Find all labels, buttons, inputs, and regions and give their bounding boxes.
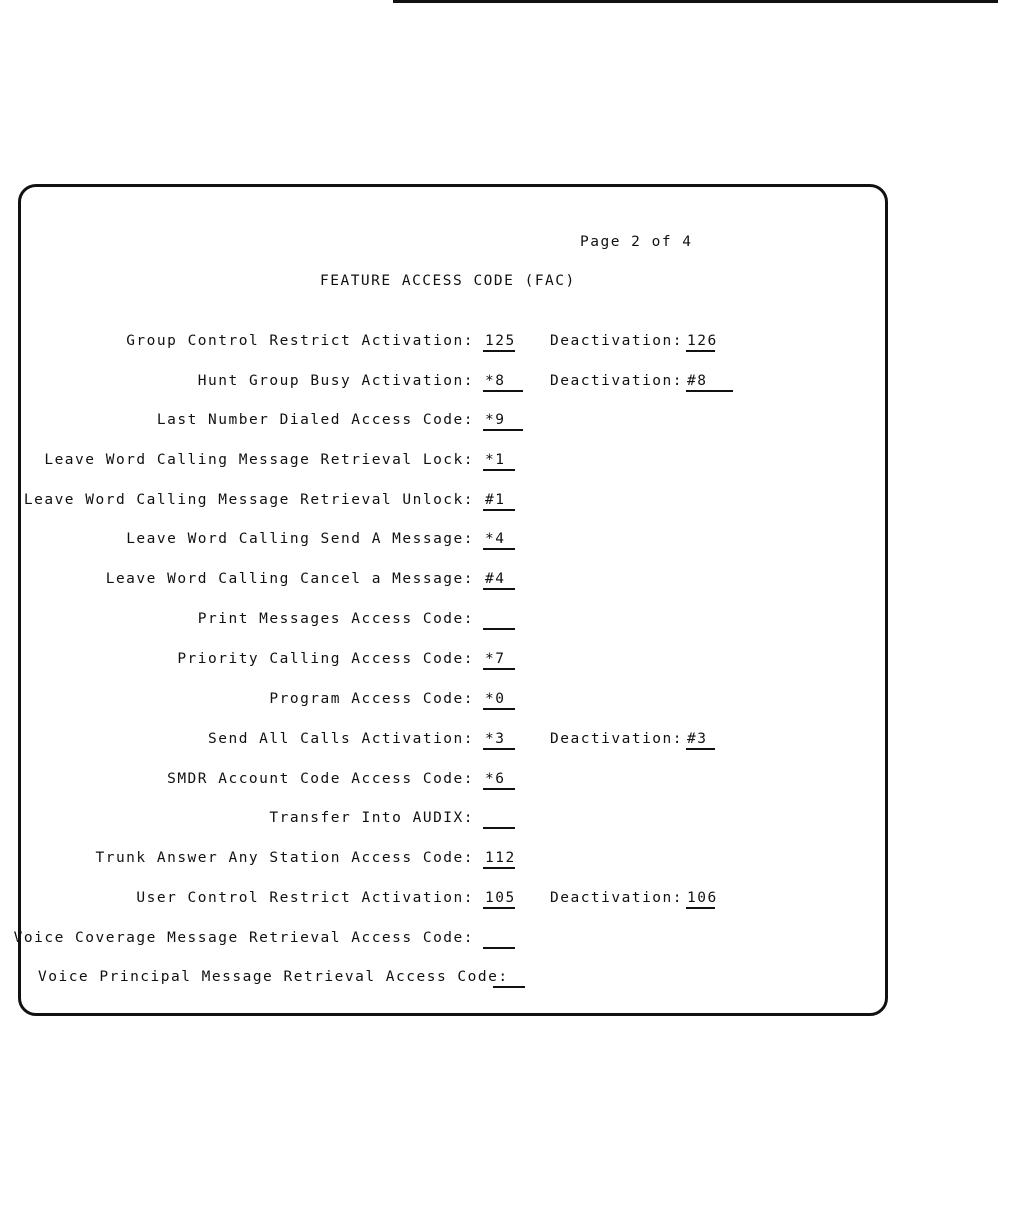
page-indicator: Page 2 of 4	[580, 234, 693, 250]
label-priority-calling-access-code: Priority Calling Access Code:	[177, 651, 474, 667]
label-transfer-into-audix: Transfer Into AUDIX:	[269, 810, 474, 826]
field-lwc-retrieval-unlock[interactable]: #1	[483, 491, 515, 511]
label-lwc-cancel-a-message: Leave Word Calling Cancel a Message:	[105, 571, 474, 587]
label-send-all-calls-deactivation: Deactivation:	[550, 731, 683, 747]
top-rule	[393, 0, 998, 3]
field-voice-coverage-message-retrieval-access-code[interactable]	[483, 929, 515, 949]
field-voice-principal-message-retrieval-access-code[interactable]	[493, 968, 525, 988]
field-send-all-calls-deactivation[interactable]: #3	[686, 730, 715, 750]
field-trunk-answer-any-station-access-code[interactable]: 112	[483, 849, 515, 869]
label-lwc-retrieval-unlock: Leave Word Calling Message Retrieval Unlock:	[23, 492, 474, 508]
label-send-all-calls-activation: Send All Calls Activation:	[208, 731, 474, 747]
label-lwc-retrieval-lock: Leave Word Calling Message Retrieval Lock:	[44, 452, 474, 468]
field-transfer-into-audix[interactable]	[483, 809, 515, 829]
label-program-access-code: Program Access Code:	[269, 691, 474, 707]
field-last-number-dialed-access-code[interactable]: *9	[483, 411, 523, 431]
field-smdr-account-code-access-code[interactable]: *6	[483, 770, 515, 790]
field-user-control-restrict-activation[interactable]: 105	[483, 889, 515, 909]
field-send-all-calls-activation[interactable]: *3	[483, 730, 515, 750]
field-hunt-group-busy-deactivation[interactable]: #8	[686, 372, 733, 392]
label-user-control-restrict-deactivation: Deactivation:	[550, 890, 683, 906]
label-voice-coverage-message-retrieval-access-code: Voice Coverage Message Retrieval Access Code:	[13, 930, 474, 946]
label-group-control-restrict-activation: Group Control Restrict Activation:	[126, 333, 474, 349]
field-group-control-restrict-deactivation[interactable]: 126	[686, 332, 715, 352]
field-priority-calling-access-code[interactable]: *7	[483, 650, 515, 670]
field-user-control-restrict-deactivation[interactable]: 106	[686, 889, 715, 909]
label-group-control-restrict-deactivation: Deactivation:	[550, 333, 683, 349]
field-group-control-restrict-activation[interactable]: 125	[483, 332, 515, 352]
field-lwc-retrieval-lock[interactable]: *1	[483, 451, 515, 471]
label-user-control-restrict-activation: User Control Restrict Activation:	[136, 890, 474, 906]
label-hunt-group-busy-deactivation: Deactivation:	[550, 373, 683, 389]
field-program-access-code[interactable]: *0	[483, 690, 515, 710]
label-print-messages-access-code: Print Messages Access Code:	[197, 611, 474, 627]
field-lwc-cancel-a-message[interactable]: #4	[483, 570, 515, 590]
label-voice-principal-message-retrieval-access-code: Voice Principal Message Retrieval Access Code:	[38, 969, 509, 985]
label-last-number-dialed-access-code: Last Number Dialed Access Code:	[156, 412, 474, 428]
field-lwc-send-a-message[interactable]: *4	[483, 530, 515, 550]
label-hunt-group-busy-activation: Hunt Group Busy Activation:	[197, 373, 474, 389]
label-smdr-account-code-access-code: SMDR Account Code Access Code:	[167, 771, 474, 787]
field-print-messages-access-code[interactable]	[483, 610, 515, 630]
label-trunk-answer-any-station-access-code: Trunk Answer Any Station Access Code:	[95, 850, 474, 866]
field-hunt-group-busy-activation[interactable]: *8	[483, 372, 523, 392]
label-lwc-send-a-message: Leave Word Calling Send A Message:	[126, 531, 474, 547]
form-title: FEATURE ACCESS CODE (FAC)	[320, 273, 576, 289]
